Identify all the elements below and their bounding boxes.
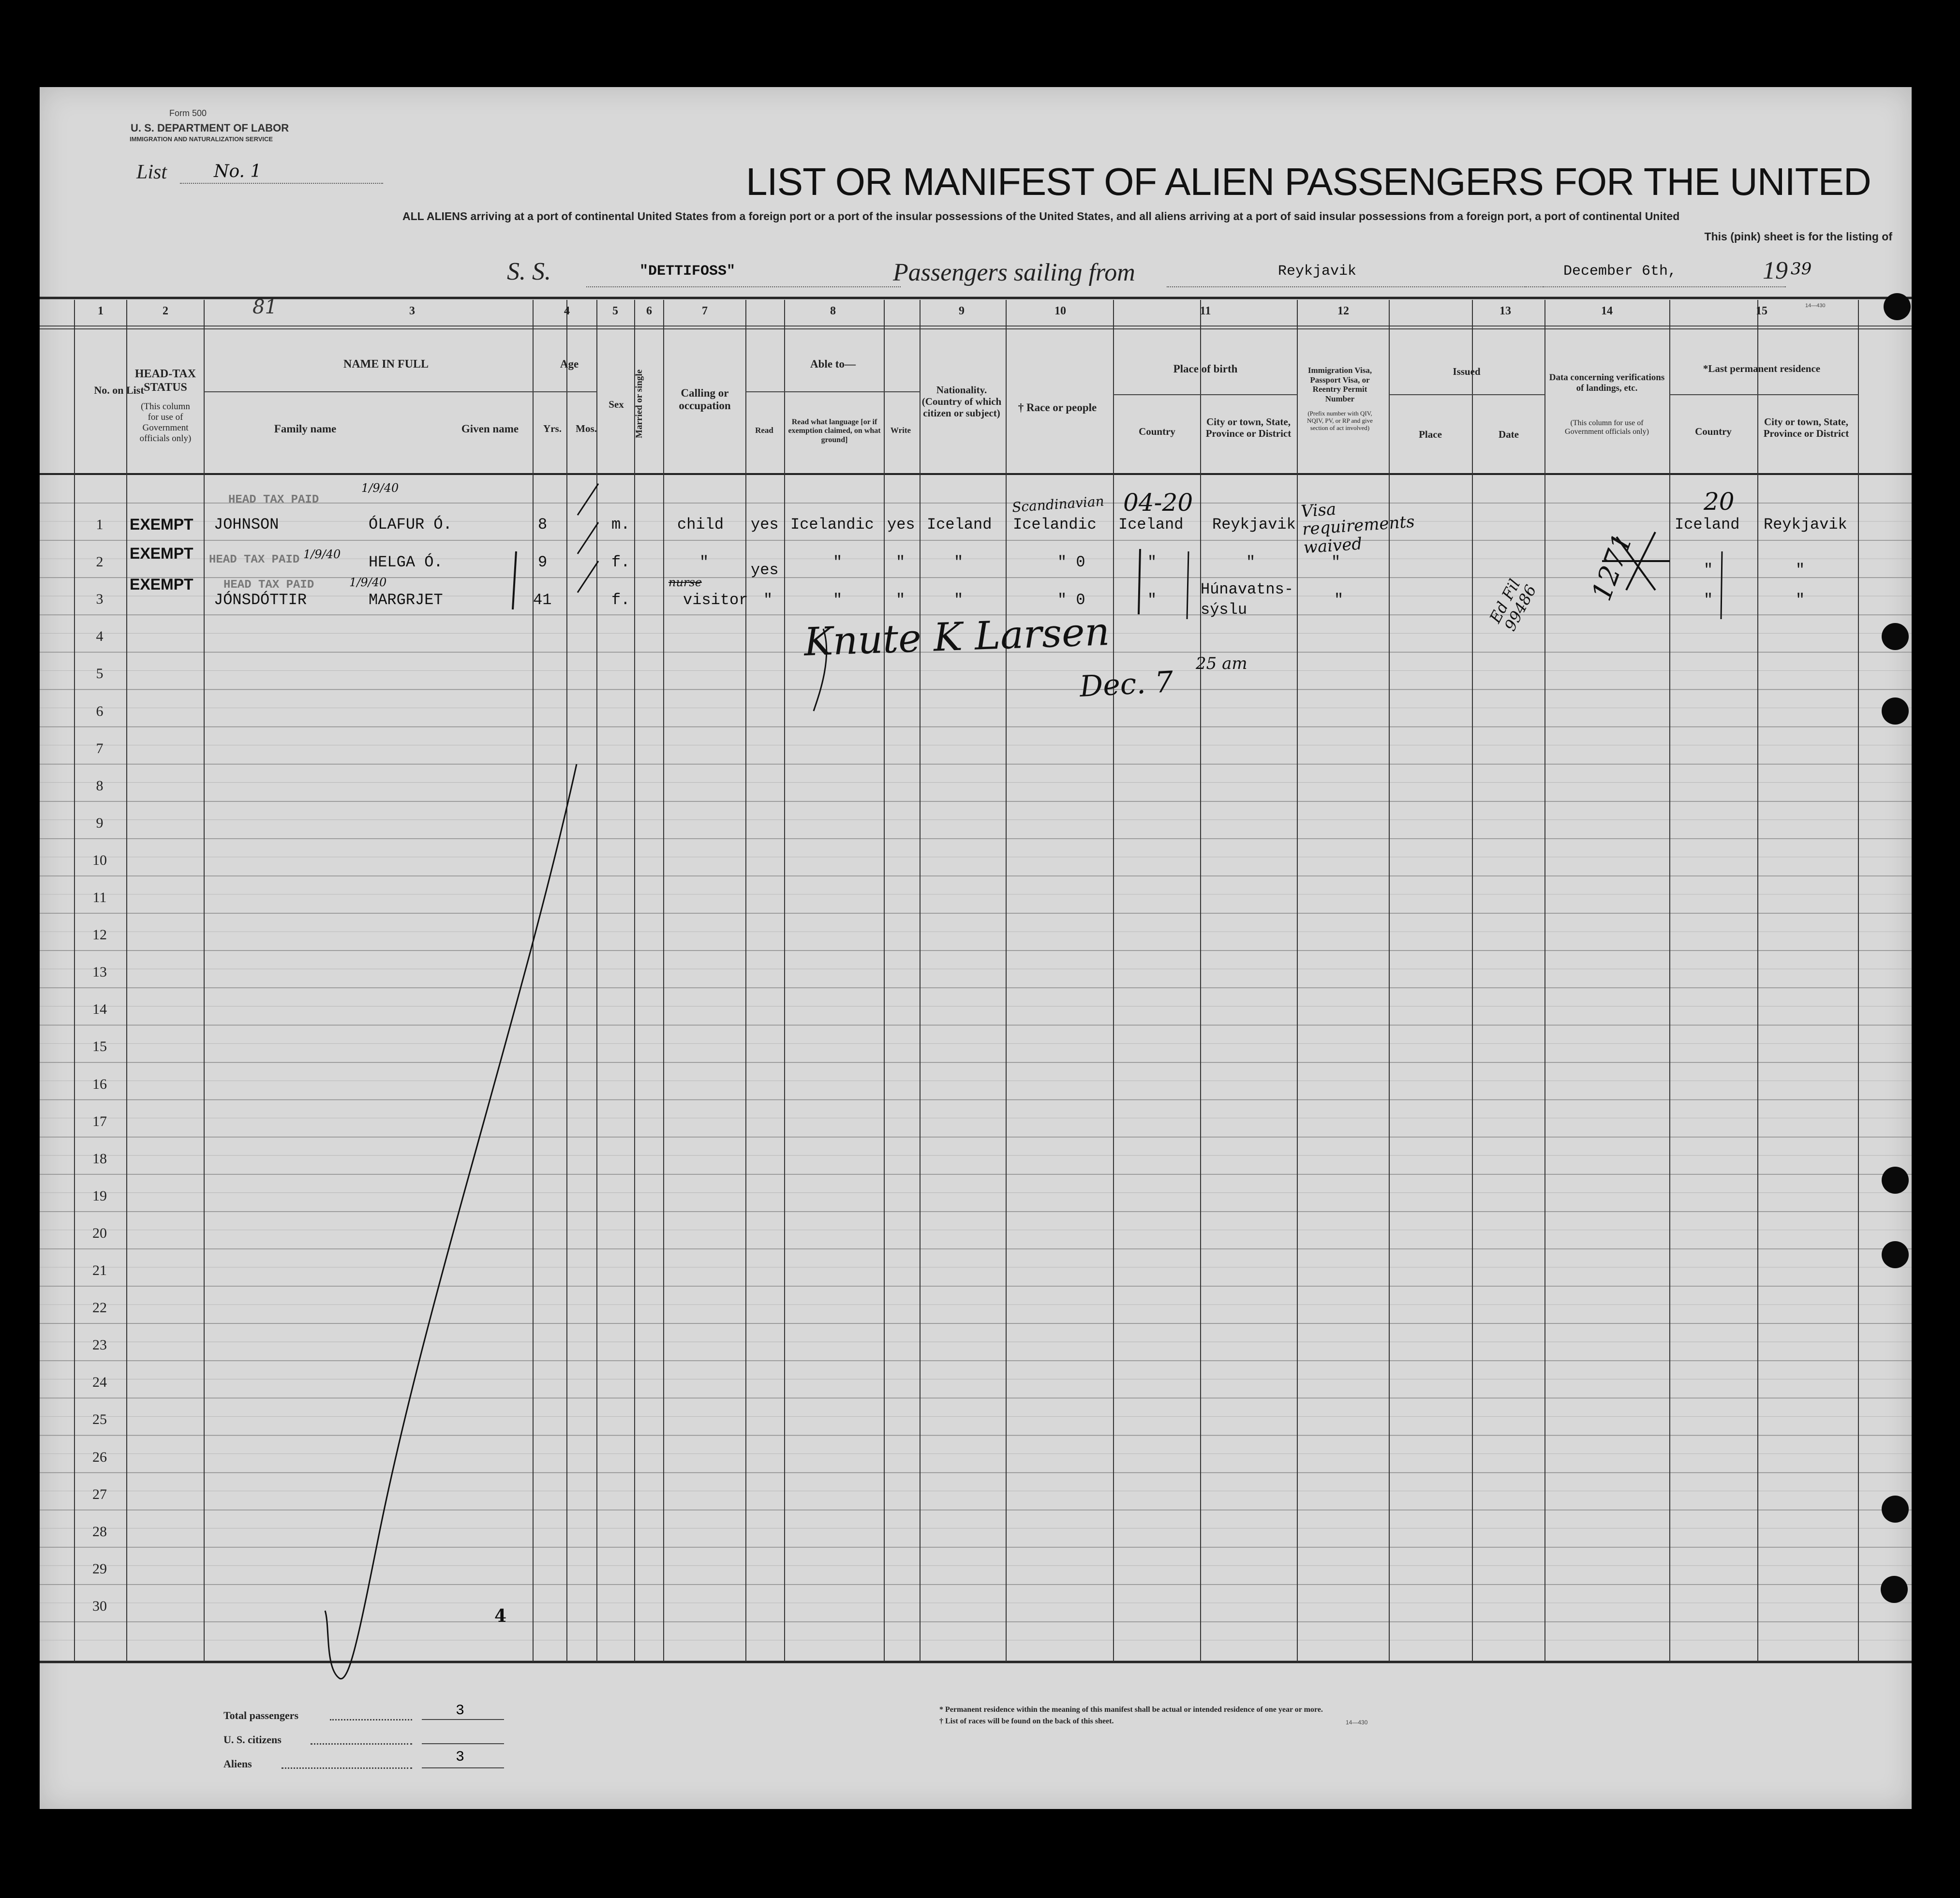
race-code-handwritten: 04-20	[1123, 489, 1193, 517]
residence-code: 20	[1704, 488, 1735, 516]
row3-birth-country: "	[1147, 591, 1157, 609]
column-number-9: 9	[959, 305, 965, 317]
header-res-city: City or town, State, Province or District	[1763, 416, 1849, 440]
row-number-15: 15	[92, 1038, 107, 1055]
footnote-residence: * Permanent residence within the meaning of this manifest shall be actual or intended residence of one year or more.	[939, 1705, 1323, 1714]
form-code-top: 14—430	[1805, 303, 1826, 309]
punch-hole	[1882, 623, 1909, 650]
row-number-21: 21	[92, 1262, 107, 1278]
row3-birth-city: Húnavatns-sýslu	[1201, 580, 1294, 619]
ink-strokes	[40, 87, 1912, 1809]
row-number-14: 14	[92, 1001, 107, 1018]
row-number-27: 27	[92, 1486, 107, 1502]
column-number-5: 5	[612, 305, 618, 317]
header-last-residence: *Last permanent residence	[1703, 363, 1821, 374]
manifest-sheet	[40, 87, 1912, 1809]
row1-language: Icelandic	[790, 516, 874, 534]
row-number-2: 2	[96, 554, 104, 570]
row2-res-country: "	[1704, 561, 1713, 579]
row3-write: "	[896, 591, 906, 609]
row3-sex: f.	[611, 591, 630, 609]
column-number-4: 4	[564, 305, 570, 317]
row-number-24: 24	[92, 1374, 107, 1391]
column-number-1: 1	[98, 305, 104, 317]
form-number: Form 500	[169, 108, 207, 118]
calling-struckout: nurse	[668, 576, 702, 589]
row2-birth-city: "	[1246, 553, 1256, 571]
row1-res-country: Iceland	[1675, 516, 1740, 534]
row1-res-city: Reykjavik	[1764, 516, 1847, 534]
row3-nationality: "	[954, 591, 964, 609]
row1-read: yes	[751, 516, 779, 534]
header-given-name: Given name	[461, 423, 519, 435]
header-sex: Sex	[609, 399, 624, 410]
service-name: IMMIGRATION AND NATURALIZATION SERVICE	[130, 135, 273, 143]
signature-date: Dec. 7	[1079, 665, 1174, 704]
row-number-13: 13	[92, 964, 107, 980]
row-number-8: 8	[96, 777, 104, 794]
list-label: List	[136, 161, 167, 183]
header-read-language: Read what language [or if exemption claimed, on what ground]	[788, 418, 881, 444]
year-prefix: 19	[1763, 257, 1788, 284]
row-number-26: 26	[92, 1449, 107, 1465]
sailing-date: December 6th,	[1563, 263, 1677, 280]
row2-language: "	[833, 553, 843, 571]
header-name-in-full: NAME IN FULL	[343, 358, 429, 371]
row1-sex: m.	[611, 516, 630, 534]
row-number-7: 7	[96, 740, 104, 756]
visa-waived-note: Visa requirements waived	[1300, 499, 1415, 558]
header-married: Married or single	[634, 369, 645, 438]
column-number-15: 15	[1756, 305, 1767, 317]
punch-hole	[1882, 697, 1909, 725]
race-handwritten: Scandinavian	[1011, 493, 1105, 516]
punch-hole	[1882, 1496, 1909, 1523]
aliens-label: Aliens	[223, 1758, 252, 1770]
row1-birth-country: Iceland	[1118, 516, 1184, 534]
row2-stamp-date: 1/9/40	[303, 548, 341, 561]
punch-hole	[1882, 1241, 1909, 1268]
ditto-bar-birth-2	[1187, 551, 1188, 619]
manifest-title: LIST OR MANIFEST OF ALIEN PASSENGERS FOR THE UNITED	[746, 160, 1871, 203]
row3-res-country: "	[1704, 591, 1713, 609]
ditto-bar-birth	[1139, 549, 1140, 614]
row-number-22: 22	[92, 1300, 107, 1316]
citizens-dots	[311, 1743, 412, 1745]
header-read: Read	[755, 426, 773, 435]
column-number-13: 13	[1500, 305, 1511, 317]
header-issued-date: Date	[1499, 429, 1519, 440]
row2-birth-country: "	[1147, 553, 1157, 571]
total-dots	[330, 1719, 412, 1720]
row-number-17: 17	[92, 1113, 107, 1129]
ship-name: "DETTIFOSS"	[639, 263, 736, 280]
row1-stamp-date: 1/9/40	[361, 481, 399, 495]
signature-loop	[814, 629, 827, 711]
handwritten-mark: 81	[252, 296, 277, 318]
header-no-on-list: No. on List	[94, 384, 144, 396]
row1-head-tax-stamp: HEAD TAX PAID	[228, 493, 319, 506]
row3-exempt-stamp: EXEMPT	[130, 576, 193, 593]
punch-hole	[1882, 1167, 1909, 1194]
sailing-label: Passengers sailing from	[893, 259, 1135, 286]
header-family-name: Family name	[274, 423, 337, 435]
row2-sex: f.	[611, 553, 630, 571]
row3-visa: "	[1334, 591, 1344, 609]
row-number-18: 18	[92, 1150, 107, 1167]
list-number: No. 1	[214, 162, 262, 181]
footnote-races: † List of races will be found on the back of this sheet.	[939, 1717, 1114, 1725]
row-number-20: 20	[92, 1225, 107, 1241]
column-number-8: 8	[830, 305, 836, 317]
department-name: U. S. DEPARTMENT OF LABOR	[131, 122, 289, 134]
departure-port: Reykjavik	[1278, 263, 1357, 280]
header-calling: Calling or occupation	[679, 387, 731, 412]
ditto-bar-residence	[1721, 551, 1722, 619]
aliens-value: 3	[456, 1749, 465, 1765]
header-mos: Mos.	[576, 423, 597, 434]
row2-race: " 0	[1057, 553, 1085, 571]
row1-nationality: Iceland	[927, 516, 992, 534]
column-number-12: 12	[1337, 305, 1349, 317]
header-head-tax: HEAD-TAX STATUS	[134, 368, 196, 394]
row1-race: Icelandic	[1013, 516, 1097, 534]
header-nationality: Nationality. (Country of which citizen or subject)	[921, 384, 1002, 419]
row2-yrs: 9	[538, 553, 548, 571]
row3-family-name: JÓNSDÓTTIR	[214, 591, 307, 609]
row2-res-city: "	[1796, 561, 1805, 579]
header-birth-city: City or town, State, Province or District	[1205, 416, 1292, 440]
column-number-3: 3	[409, 305, 415, 317]
row-number-16: 16	[92, 1076, 107, 1092]
header-write: Write	[890, 426, 911, 435]
row1-calling: child	[677, 516, 724, 534]
row1-tick-yrs	[578, 484, 598, 515]
header-issued-place: Place	[1419, 429, 1442, 440]
row3-read: "	[763, 591, 773, 609]
column-number-10: 10	[1054, 305, 1066, 317]
row3-calling: visitor	[683, 591, 748, 609]
row3-head-tax-stamp: HEAD TAX PAID	[223, 578, 314, 592]
row1-write: yes	[887, 516, 915, 534]
row3-yrs: 41	[533, 591, 552, 609]
row-number-9: 9	[96, 815, 104, 831]
ed-file-note: Ed Fil 99486	[1485, 576, 1541, 634]
column-number-2: 2	[163, 305, 168, 317]
row2-given-name: HELGA Ó.	[369, 553, 443, 571]
row-number-5: 5	[96, 666, 104, 682]
row-number-6: 6	[96, 703, 104, 719]
header-place-of-birth: Place of birth	[1173, 363, 1238, 375]
row-number-25: 25	[92, 1411, 107, 1428]
column-number-11: 11	[1200, 305, 1211, 317]
row3-race: " 0	[1057, 591, 1085, 609]
instructions-line-1: ALL ALIENS arriving at a port of continental United States from a foreign port or a port of the insular possessions of the United States, and all aliens arriving at a port of said insular possessions from a foreign port, a port of continental United	[402, 210, 1680, 222]
row-number-28: 28	[92, 1523, 107, 1540]
punch-hole	[1884, 293, 1911, 320]
signature-time: 25 am	[1196, 654, 1247, 673]
inspector-signature: Knute K Larsen	[803, 609, 1111, 665]
row-number-3: 3	[96, 591, 104, 608]
row2-calling: "	[699, 553, 709, 571]
punch-hole	[1881, 1576, 1908, 1603]
header-visa-note: (Prefix number with QIV, NQIV, PV, or RP and give section of act involved)	[1307, 410, 1373, 431]
row3-given-name: MARGRJET	[369, 591, 443, 609]
ditto-bar-given	[513, 551, 516, 609]
header-data-concerning: Data concerning verifications of landings, etc.	[1549, 372, 1665, 393]
header-able-to: Able to—	[810, 358, 856, 370]
instructions-line-2: This (pink) sheet is for the listing of	[1704, 230, 1892, 243]
row2-tick-yrs	[578, 522, 598, 554]
row2-nationality: "	[954, 553, 964, 571]
verification-number: 1271	[1586, 529, 1639, 605]
header-yrs: Yrs.	[543, 423, 562, 434]
row-number-23: 23	[92, 1337, 107, 1353]
ss-label: S. S.	[507, 258, 551, 285]
total-passengers-label: Total passengers	[223, 1709, 299, 1721]
aliens-dots	[282, 1767, 412, 1769]
column-number-7: 7	[702, 305, 708, 317]
row-number-12: 12	[92, 927, 107, 943]
header-immigration-visa: Immigration Visa, Passport Visa, or Reentry Permit Number	[1307, 366, 1372, 403]
header-head-tax-note: (This column for use of Government officials only)	[139, 401, 192, 444]
row2-head-tax-stamp: HEAD TAX PAID	[209, 553, 300, 566]
citizens-underline	[422, 1743, 504, 1744]
row2-read: yes	[751, 561, 779, 579]
total-passengers-value: 3	[456, 1703, 465, 1719]
row3-tick-yrs	[578, 561, 598, 593]
row1-birth-city: Reykjavik	[1212, 516, 1296, 534]
header-data-note: (This column for use of Government officials only)	[1565, 419, 1649, 436]
row2-exempt-stamp: EXEMPT	[130, 545, 193, 562]
row1-yrs: 8	[538, 516, 548, 534]
row1-family-name: JOHNSON	[214, 516, 279, 534]
footnote-code: 14—430	[1346, 1719, 1368, 1726]
total-underline	[422, 1719, 504, 1720]
row3-stamp-date: 1/9/40	[349, 576, 387, 589]
row-number-10: 10	[92, 852, 107, 868]
header-issued: Issued	[1453, 366, 1481, 377]
row-number-1: 1	[96, 517, 104, 533]
row-number-4: 4	[96, 628, 104, 645]
row-number-30: 30	[92, 1598, 107, 1614]
row2-visa: "	[1331, 553, 1341, 571]
header-race: † Race or people	[1018, 401, 1097, 414]
column-number-14: 14	[1601, 305, 1613, 317]
column-number-6: 6	[646, 305, 652, 317]
us-citizens-label: U. S. citizens	[223, 1734, 282, 1746]
header-res-country: Country	[1695, 426, 1732, 437]
row3-overstrike	[1602, 532, 1670, 590]
stroke-number: 4	[494, 1606, 507, 1626]
row-number-29: 29	[92, 1560, 107, 1577]
row1-exempt-stamp: EXEMPT	[130, 516, 193, 533]
header-age: Age	[560, 358, 579, 370]
row1-given-name: ÓLAFUR Ó.	[369, 516, 452, 534]
year-suffix: 39	[1791, 259, 1812, 279]
cancel-stroke	[325, 764, 577, 1679]
row-number-19: 19	[92, 1187, 107, 1204]
row2-write: "	[896, 553, 906, 571]
header-birth-country: Country	[1139, 426, 1175, 437]
aliens-underline	[422, 1767, 504, 1768]
row3-language: "	[833, 591, 843, 609]
row-number-11: 11	[92, 890, 107, 905]
row3-res-city: "	[1796, 591, 1805, 609]
